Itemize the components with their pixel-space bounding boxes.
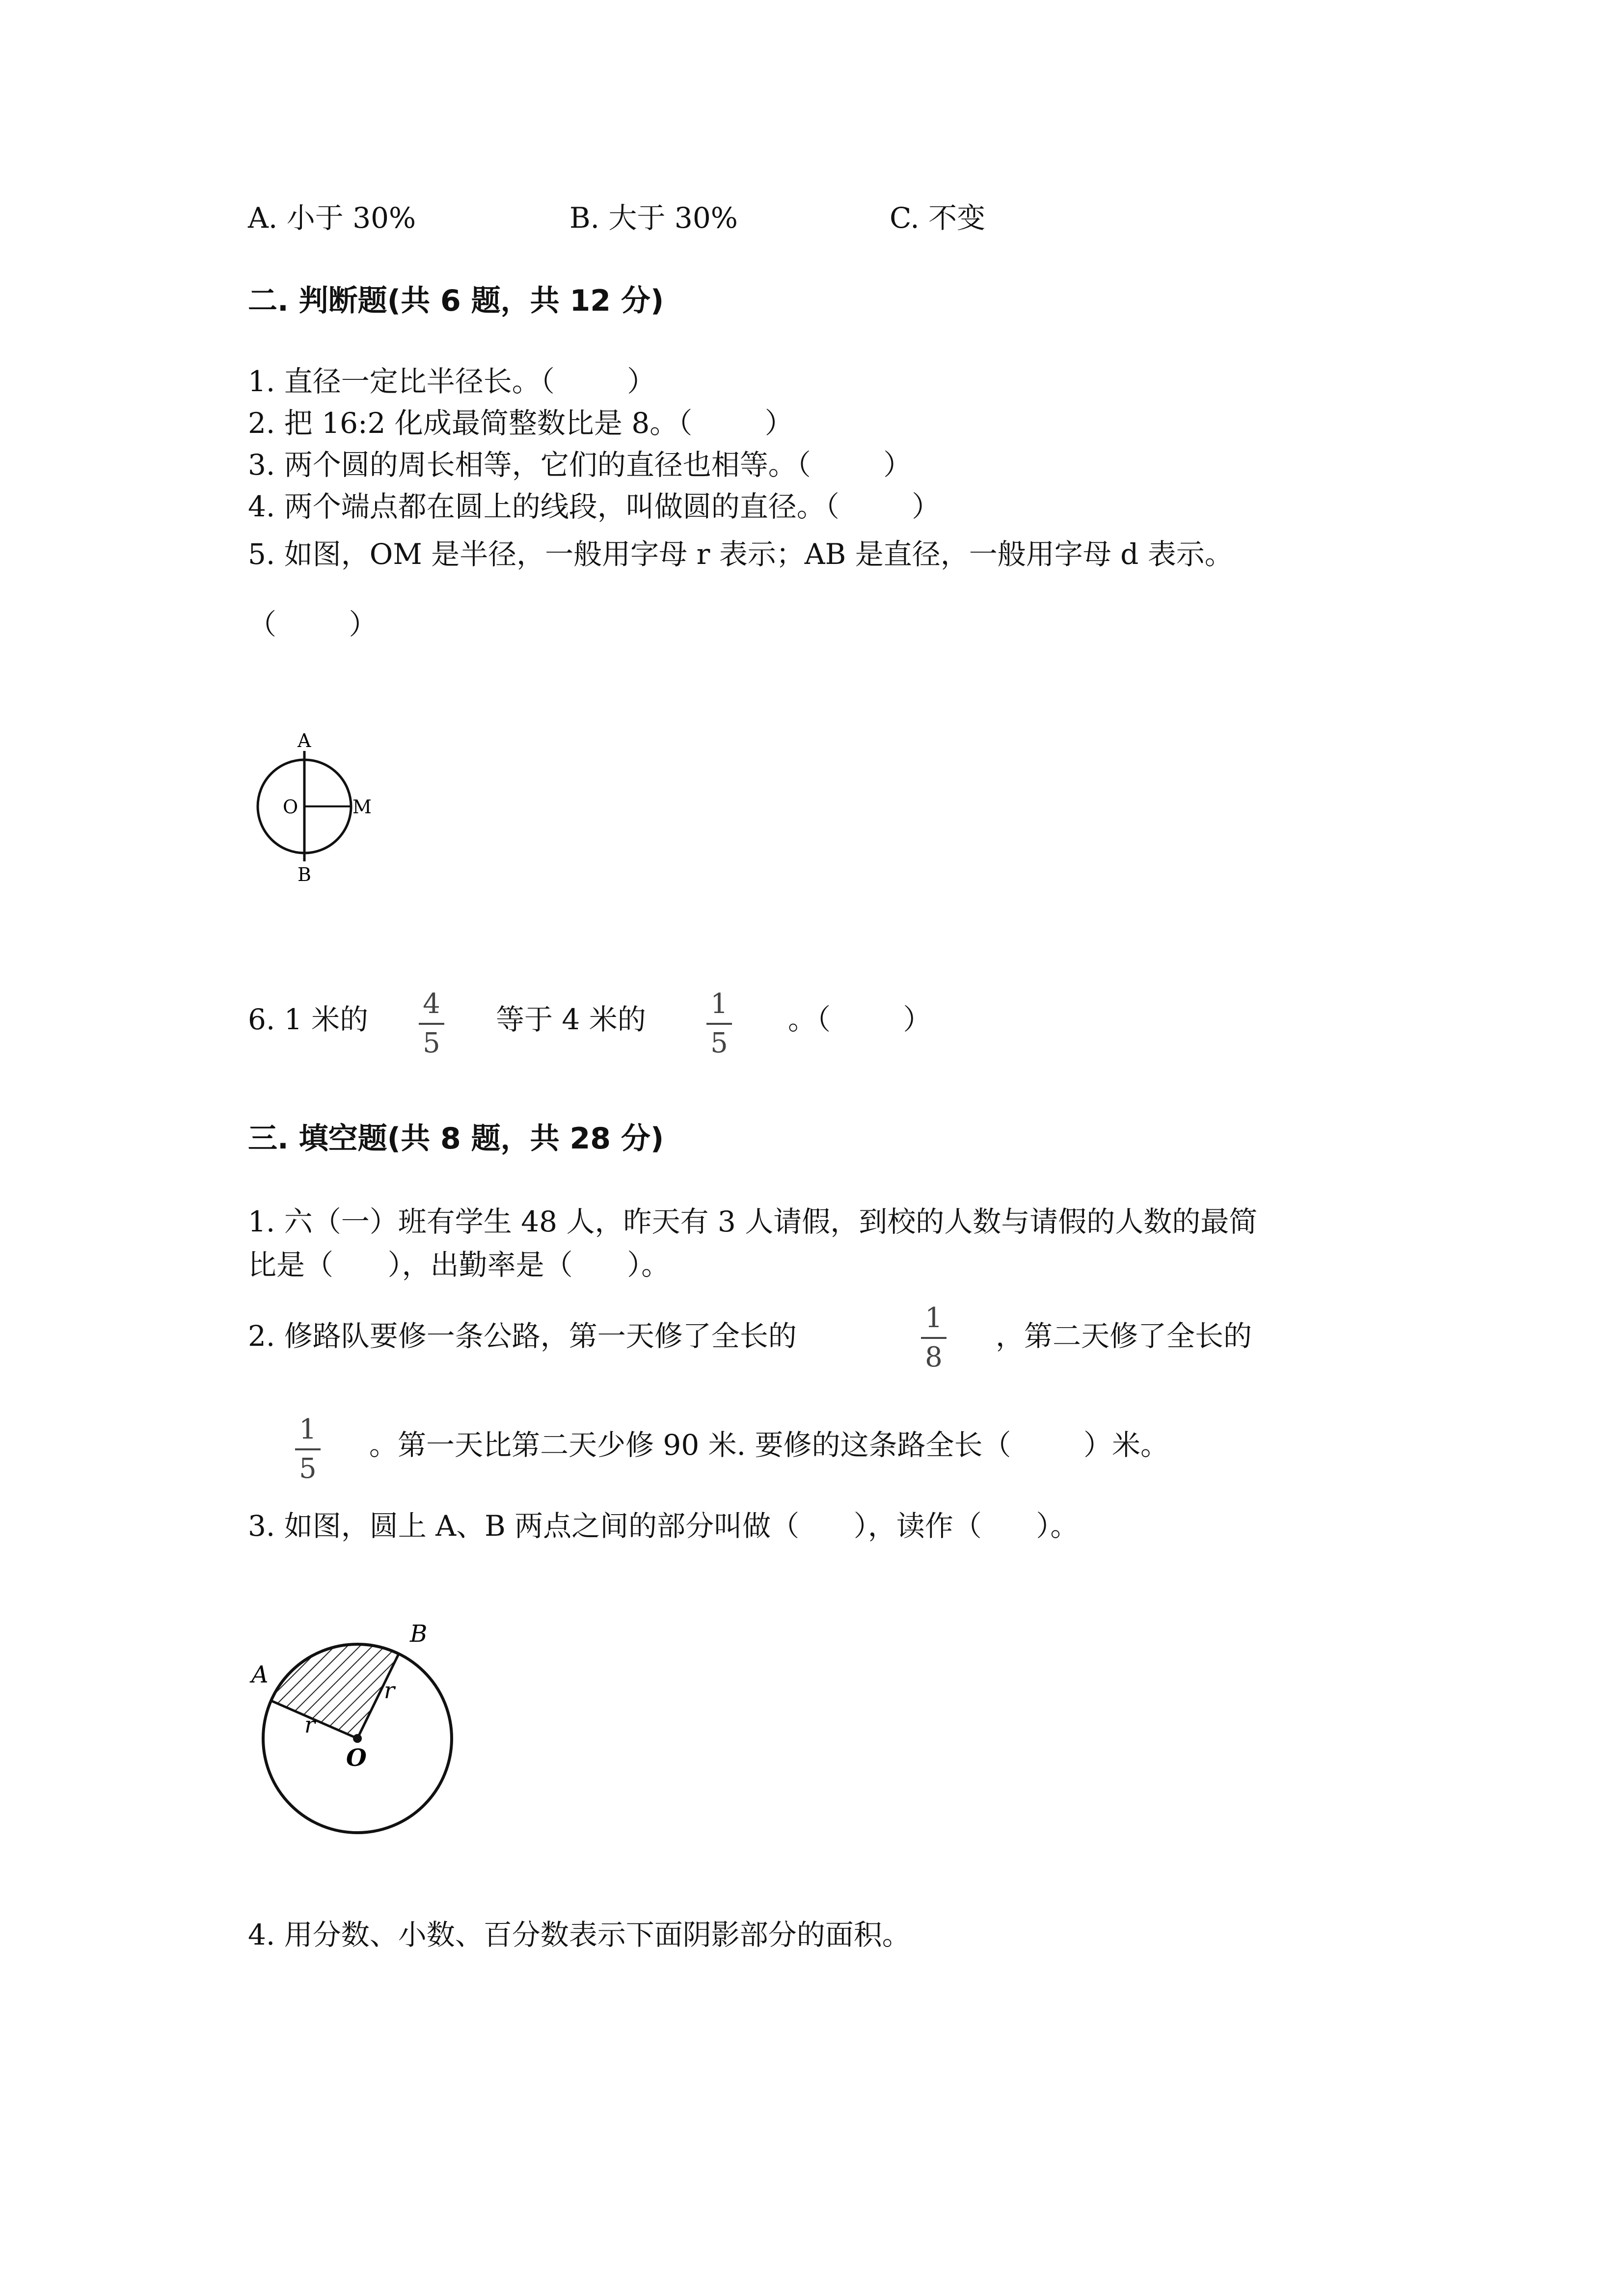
fill-item-1-line1: 1. 六（一）班有学生 48 人，昨天有 3 人请假，到校的人数与请假的人数的最简 bbox=[248, 1205, 1258, 1238]
fill-item-2-part1: 2. 修路队要修一条公路，第一天修了全长的 bbox=[248, 1319, 797, 1353]
fill-item-1-line2: 比是（ ），出勤率是（ ）。 bbox=[248, 1248, 670, 1281]
label-r-right: r bbox=[384, 1677, 395, 1704]
label-o: O bbox=[283, 796, 298, 818]
option-c: C. 不变 bbox=[890, 201, 986, 235]
fill-item-4: 4. 用分数、小数、百分数表示下面阴影部分的面积。 bbox=[248, 1918, 911, 1951]
fill-item-2-part3: 。第一天比第二天少修 90 米. 要修的这条路全长（ ）米。 bbox=[369, 1428, 1169, 1462]
option-a: A. 小于 30% bbox=[248, 201, 416, 235]
center-point bbox=[353, 1734, 362, 1743]
judgement-item-5-blank: （ ） bbox=[248, 608, 378, 641]
judgement-item-6-part2: 等于 4 米的 bbox=[496, 1003, 646, 1036]
judgement-item-4: 4. 两个端点都在圆上的线段，叫做圆的直径。（ ） bbox=[248, 490, 941, 523]
fraction-numerator: 4 bbox=[423, 988, 440, 1020]
shaded-sector bbox=[271, 1644, 399, 1738]
judgement-item-6-part1: 6. 1 米的 bbox=[248, 1003, 369, 1036]
judgement-item-5: 5. 如图，OM 是半径，一般用字母 r 表示；AB 是直径，一般用字母 d 表示。 bbox=[248, 537, 1233, 571]
sector-figure bbox=[245, 1610, 471, 1836]
judgement-item-6-part3: 。（ ） bbox=[788, 1003, 932, 1036]
label-a: A bbox=[298, 730, 311, 751]
fraction-denominator: 5 bbox=[423, 1027, 440, 1059]
fraction-numerator: 1 bbox=[299, 1414, 317, 1445]
fraction-1-8 bbox=[919, 1302, 948, 1373]
fraction-bar bbox=[295, 1448, 321, 1450]
fraction-bar bbox=[419, 1023, 444, 1025]
fraction-denominator: 5 bbox=[710, 1027, 728, 1059]
fraction-4-5 bbox=[417, 990, 446, 1057]
label-o: O bbox=[346, 1744, 367, 1772]
judgement-item-1: 1. 直径一定比半径长。（ ） bbox=[248, 365, 656, 398]
fill-item-2-part2: ，第二天修了全长的 bbox=[996, 1319, 1252, 1353]
option-b: B. 大于 30% bbox=[569, 201, 738, 235]
fraction-numerator: 1 bbox=[925, 1302, 943, 1334]
fraction-1-5-second bbox=[293, 1416, 323, 1483]
label-b: B bbox=[298, 864, 311, 885]
circle-diameter-figure bbox=[245, 726, 403, 888]
label-b: B bbox=[410, 1620, 428, 1648]
judgement-item-2: 2. 把 16:2 化成最简整数比是 8。（ ） bbox=[248, 406, 793, 440]
fraction-1-5 bbox=[704, 990, 734, 1057]
label-m: M bbox=[352, 796, 372, 818]
label-r-left: r bbox=[304, 1711, 315, 1738]
label-a: A bbox=[251, 1661, 269, 1688]
fraction-numerator: 1 bbox=[710, 988, 728, 1020]
section-heading-judgement: 二. 判断题(共 6 题，共 12 分) bbox=[248, 284, 664, 318]
fraction-bar bbox=[921, 1337, 947, 1339]
judgement-item-3: 3. 两个圆的周长相等，它们的直径也相等。（ ） bbox=[248, 448, 912, 481]
fraction-denominator: 5 bbox=[299, 1453, 317, 1485]
fraction-bar bbox=[706, 1023, 732, 1025]
section-heading-fill-blank: 三. 填空题(共 8 题，共 28 分) bbox=[248, 1121, 664, 1156]
fill-item-3: 3. 如图，圆上 A、B 两点之间的部分叫做（ ），读作（ ）。 bbox=[248, 1509, 1079, 1543]
fraction-denominator: 8 bbox=[925, 1341, 943, 1373]
